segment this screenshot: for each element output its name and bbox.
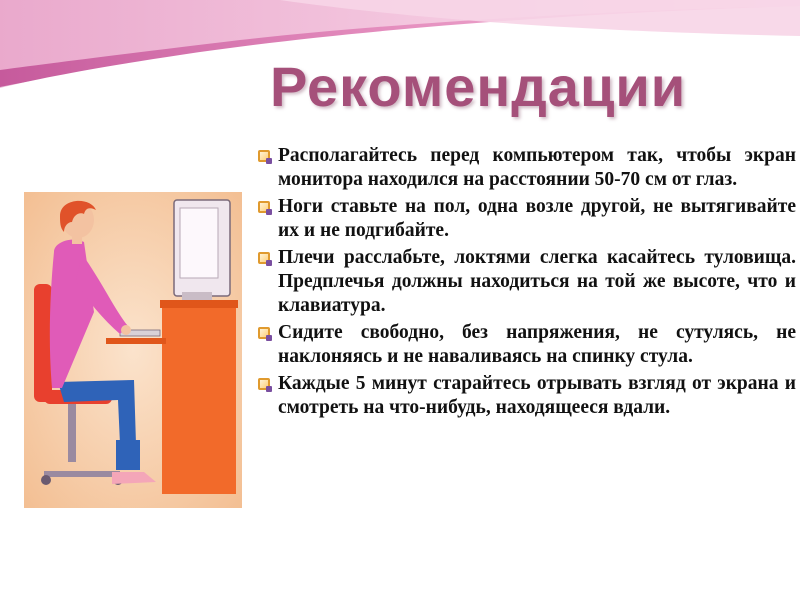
square-bullet-icon [258,201,270,213]
person-at-computer-illustration [24,192,242,508]
list-item [258,144,796,192]
square-bullet-icon [258,252,270,264]
recommendations-list [258,144,796,423]
list-item [258,246,796,318]
list-item-text: Располагайтесь перед компьютером так, чтобы экран монитора находился на расстоянии 50-70 см от глаз. [278,145,796,190]
list-item-text: Ноги ставьте на пол, одна возле другой, не вытягивайте их и не подгибайте. [278,196,796,241]
list-item-text: Каждые 5 минут старайтесь отрывать взгляд от экрана и смотреть на что-нибудь, находящееся вдали. [278,373,796,418]
square-bullet-icon [258,150,270,162]
list-item-text: Плечи расслабьте, локтями слегка касайтесь туловища. Предплечья должны находиться на той же высоте, что и клавиатура. [278,247,796,316]
list-item [258,321,796,369]
square-bullet-icon [258,378,270,390]
slide-title: Рекомендации [270,55,687,118]
list-item [258,372,796,420]
square-bullet-icon [258,327,270,339]
list-item-text: Сидите свободно, без напряжения, не сутулясь, не наклоняясь и не наваливаясь на спинку стула. [278,322,796,367]
list-item [258,195,796,243]
